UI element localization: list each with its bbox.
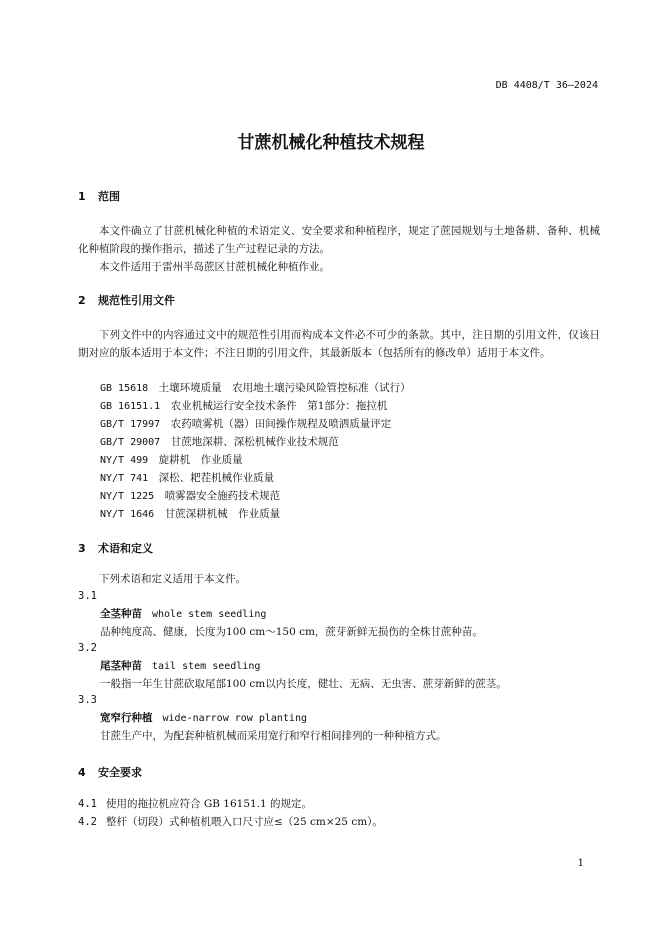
term-english: wide-narrow row planting	[162, 713, 307, 724]
reference-item	[100, 506, 280, 521]
reference-title: 甘蔗地深耕、深松机械作业技术规范	[170, 436, 339, 448]
section-title: 安全要求	[98, 766, 142, 779]
section-number: 1	[78, 190, 86, 203]
reference-title: 旋耕机 作业质量	[158, 454, 243, 466]
reference-item	[100, 452, 243, 467]
reference-title: 土壤环境质量 农用地土壤污染风险管控标准（试行）	[158, 382, 411, 394]
section-title: 规范性引用文件	[98, 294, 175, 307]
requirement-number: 4.2	[78, 816, 97, 828]
term-number: 3.2	[78, 642, 97, 654]
requirement-item	[78, 796, 312, 811]
reference-item	[100, 380, 411, 395]
section-title: 术语和定义	[98, 542, 153, 555]
reference-code: NY/T 1225	[100, 491, 155, 502]
term-entry	[100, 606, 266, 621]
term-number: 3.3	[78, 694, 97, 706]
section-2-heading	[78, 292, 175, 308]
references-intro: 下列文件中的内容通过文中的规范性引用而构成本文件必不可少的条款。其中，注日期的引用文件，仅该日期对应的版本适用于本文件；不注日期的引用文件，其最新版本（包括所有的修改单）适用于本文件。	[78, 329, 600, 359]
section-title: 范围	[98, 190, 120, 203]
document-title: 甘蔗机械化种植技术规程	[237, 133, 425, 153]
reference-code: GB 16151.1	[100, 401, 161, 412]
reference-item	[100, 398, 387, 413]
term-chinese: 全茎种苗	[100, 608, 142, 620]
scope-paragraph-2: 本文件适用于雷州半岛蔗区甘蔗机械化种植作业。	[99, 261, 330, 273]
term-definition: 一般指一年生甘蔗砍取尾部100 cm以内长度，健壮、无病、无虫害、蔗芽新鲜的蔗茎。	[100, 678, 507, 690]
section-number: 3	[78, 542, 86, 555]
reference-title: 甘蔗深耕机械 作业质量	[164, 508, 281, 520]
reference-code: GB 15618	[100, 383, 149, 394]
term-english: tail stem seedling	[152, 661, 261, 672]
reference-title: 深松、耙茬机械作业质量	[158, 472, 275, 484]
reference-title: 农业机械运行安全技术条件 第1部分：拖拉机	[170, 400, 388, 412]
section-3-heading	[78, 540, 153, 556]
reference-item	[100, 434, 339, 449]
reference-item	[100, 416, 391, 431]
reference-item	[100, 488, 280, 503]
scope-paragraph-1: 本文件确立了甘蔗机械化种植的术语定义、安全要求和种植程序，规定了蔗园规划与土地备耕、备种、机械化种植阶段的操作指示，描述了生产过程记录的方法。	[78, 225, 600, 255]
reference-item	[100, 470, 274, 485]
term-entry	[100, 658, 260, 673]
reference-code: NY/T 741	[100, 473, 149, 484]
section-number: 2	[78, 294, 86, 307]
term-definition: 品种纯度高、健康，长度为100 cm～150 cm，蔗芽新鲜无损伤的全株甘蔗种苗。	[100, 626, 483, 638]
requirement-text: 使用的拖拉机应符合 GB 16151.1 的规定。	[106, 798, 313, 810]
requirement-item	[78, 814, 383, 829]
term-english: whole stem seedling	[152, 609, 267, 620]
document-number: DB 4408/T 36—2024	[495, 80, 598, 91]
requirement-text: 整杆（切段）式种植机喂入口尺寸应≤（25 cm×25 cm）。	[106, 816, 383, 828]
terms-intro: 下列术语和定义适用于本文件。	[99, 573, 246, 585]
term-number: 3.1	[78, 590, 97, 602]
term-chinese: 宽窄行种植	[100, 712, 153, 724]
reference-title: 喷雾器安全施药技术规范	[164, 490, 281, 502]
section-4-heading	[78, 764, 142, 780]
reference-code: NY/T 499	[100, 455, 149, 466]
requirement-number: 4.1	[78, 798, 97, 810]
term-entry	[100, 710, 307, 725]
reference-code: NY/T 1646	[100, 509, 155, 520]
term-definition: 甘蔗生产中，为配套种植机械而采用宽行和窄行相间排列的一种种植方式。	[100, 730, 447, 742]
reference-title: 农药喷雾机（器）田间操作规程及喷洒质量评定	[170, 418, 392, 430]
page-number: 1	[577, 858, 584, 869]
section-1-heading	[78, 188, 120, 204]
reference-code: GB/T 17997	[100, 419, 161, 430]
section-number: 4	[78, 766, 86, 779]
term-chinese: 尾茎种苗	[100, 660, 142, 672]
reference-code: GB/T 29007	[100, 437, 161, 448]
